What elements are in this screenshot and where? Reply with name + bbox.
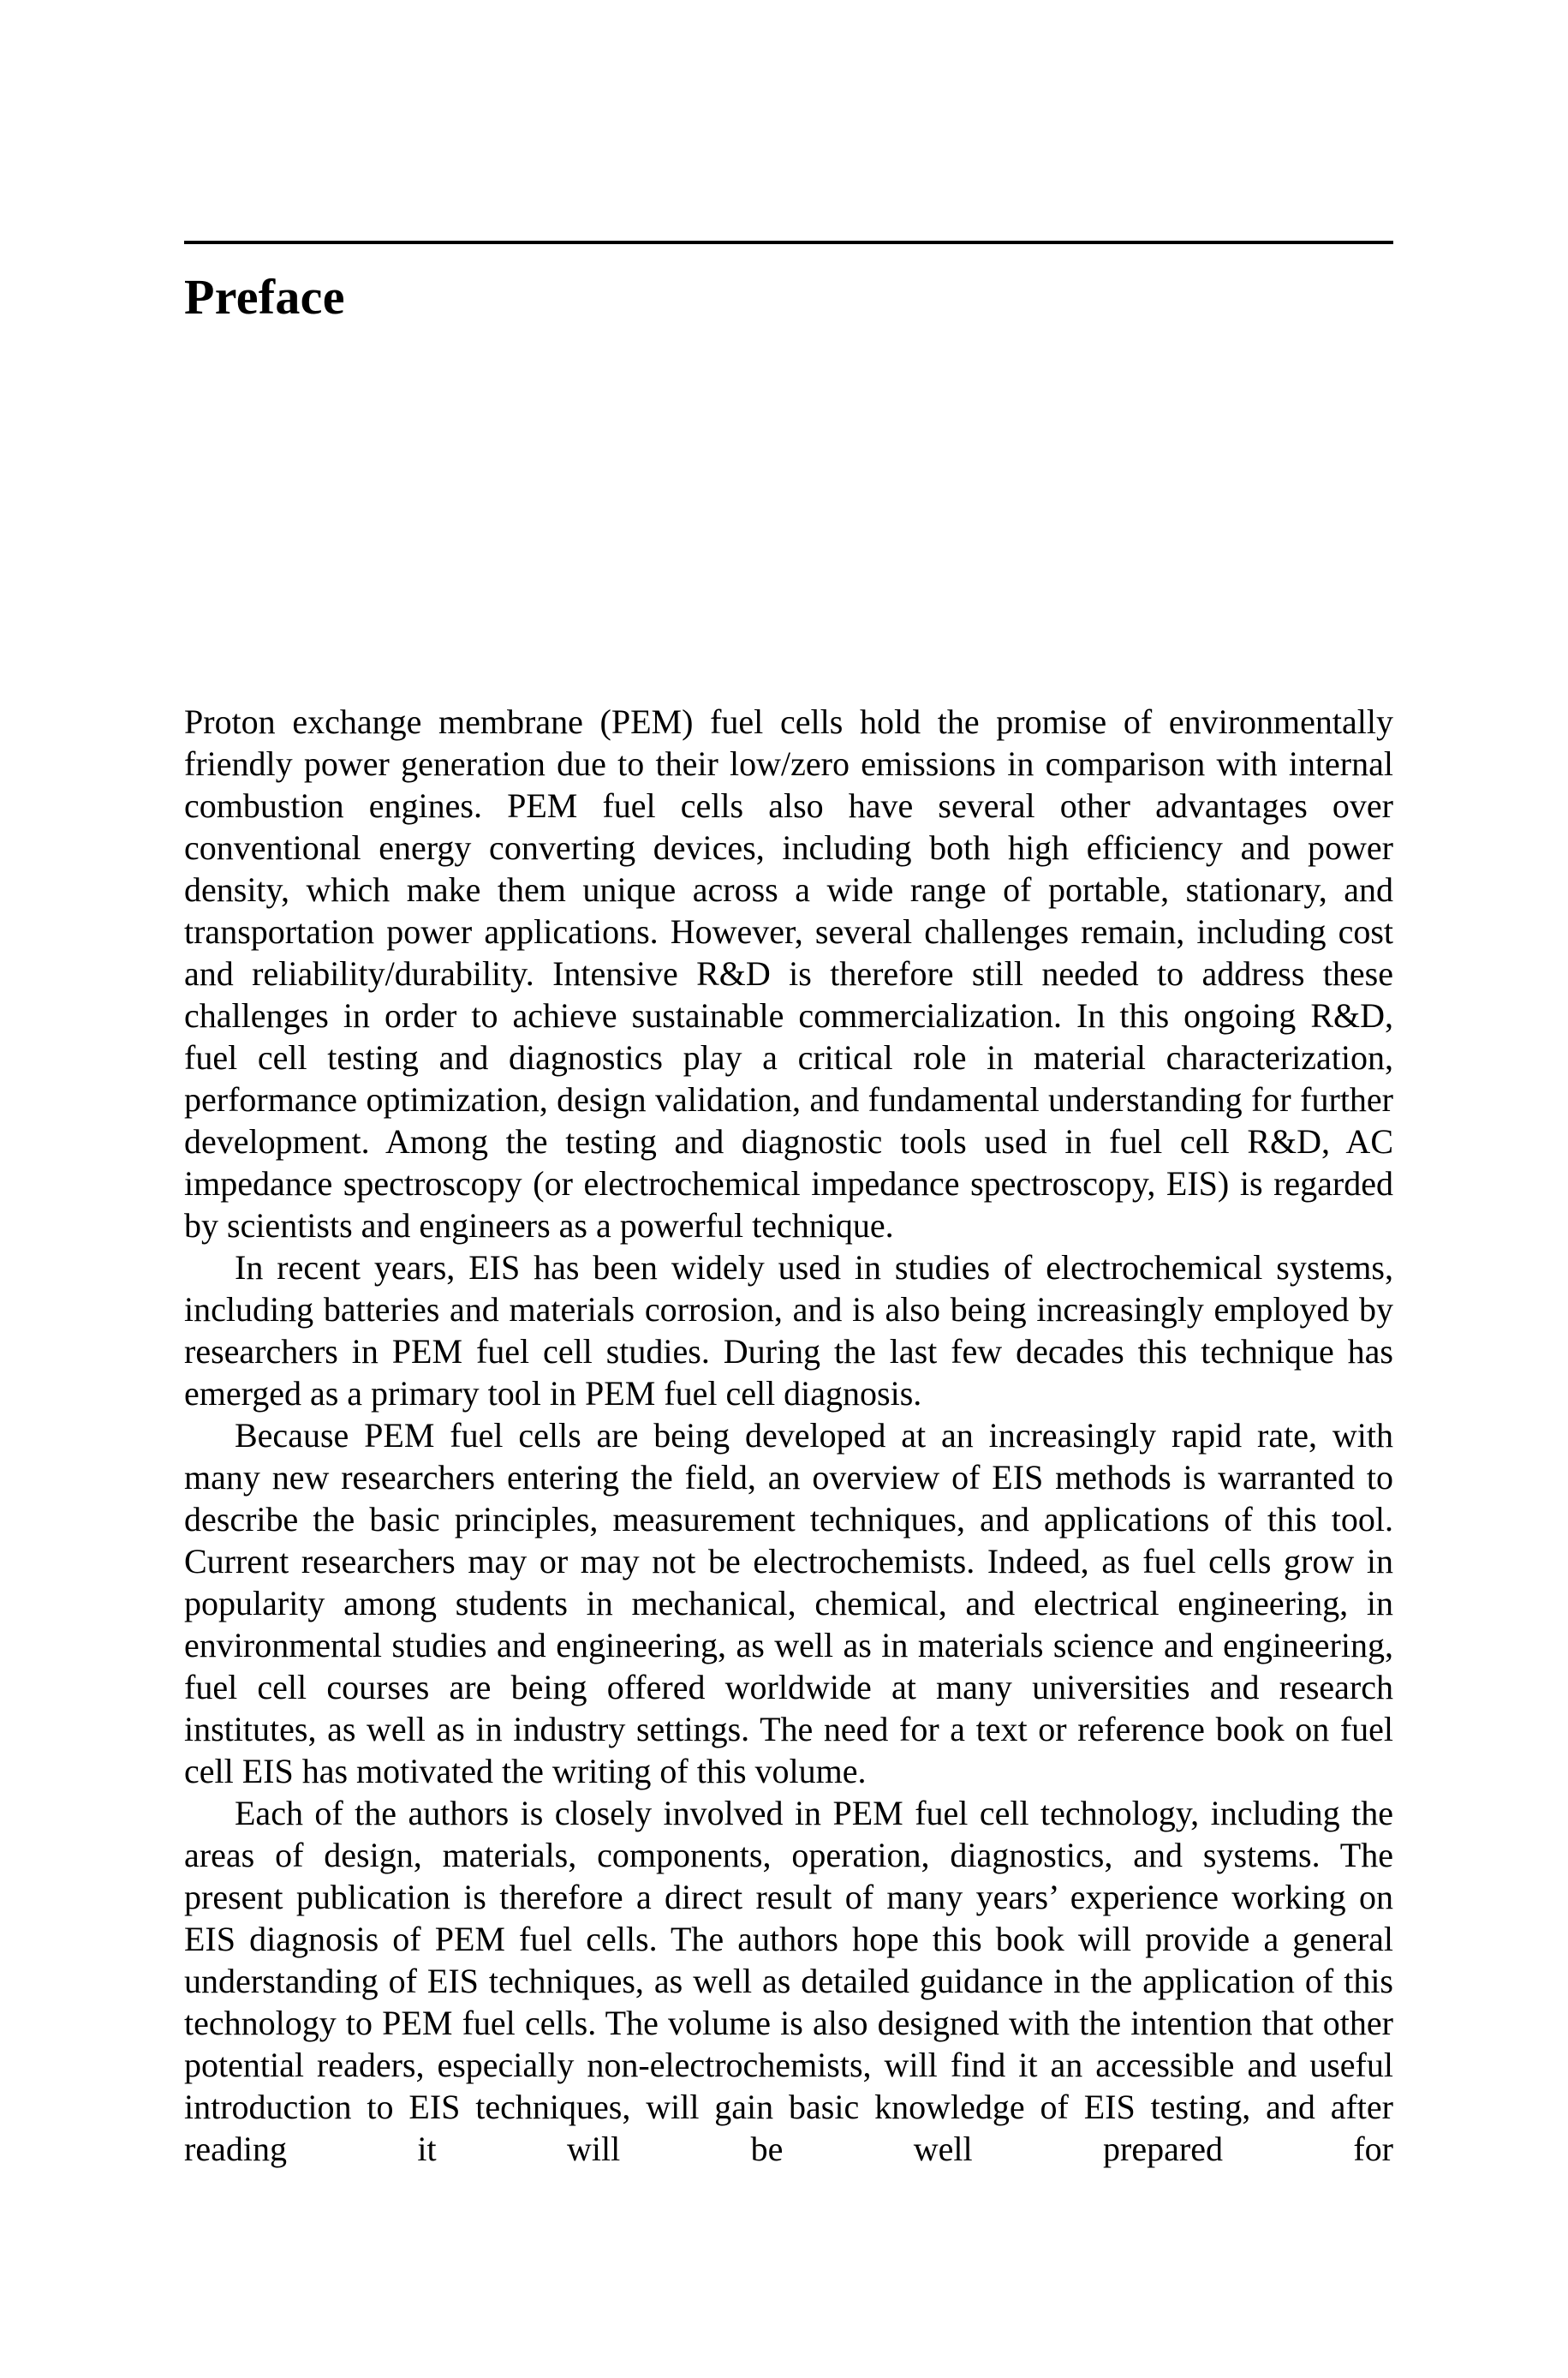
paragraph-3: Because PEM fuel cells are being developed at an increasingly rapid rate, with many new researchers entering the field, an overview of EIS methods is warranted to describe the basic principles, measurement techniques, and applications of this tool. Current researchers may or may not be electrochemists. Indeed, as fuel cells grow in popularity among students in mechanical, chemical, and electrical engineering, in environmental studies and engineering, as well as in materials science and engineering, fuel cell courses are being offered worldwide at many universities and research institutes, as well as in industry settings. The need for a text or reference book on fuel cell EIS has motivated the writing of this volume. [184, 1416, 1393, 1790]
paragraph-1: Proton exchange membrane (PEM) fuel cells hold the promise of environmentally friendly power generation due to their low/zero emissions in comparison with internal combustion engines. PEM fuel cells also have several other advantages over conventional energy converting devices, including both high efficiency and power density, which make them unique across a wide range of portable, stationary, and transportation power applications. However, several challenges remain, including cost and reliability/durability. Intensive R&D is therefore still needed to address these challenges in order to achieve sustainable commercialization. In this ongoing R&D, fuel cell testing and diagnostics play a critical role in material characterization, performance optimization, design validation, and fundamental understanding for further development. Among the testing and diagnostic tools used in fuel cell R&D, AC impedance spectroscopy (or electrochemical impedance spectroscopy, EIS) is regarded by scientists and engineers as a powerful technique. [184, 702, 1393, 1245]
paragraph-4: Each of the authors is closely involved in PEM fuel cell technology, including the areas of design, materials, components, operation, diagnostics, and systems. The present publication is therefore a direct result of many years’ experience working on EIS diagnosis of PEM fuel cells. The authors hope this book will provide a general understanding of EIS techniques, as well as detailed guidance in the application of this technology to PEM fuel cells. The volume is also designed with the intention that other potential readers, especially non-electrochemists, will find it an accessible and useful introduction to EIS techniques, will gain basic knowledge of EIS testing, and after reading it will be well prepared for [184, 1794, 1393, 2168]
paragraph-2: In recent years, EIS has been widely used in studies of electrochemical systems, including batteries and materials corrosion, and is also being increasingly employed by researchers in PEM fuel cell studies. During the last few decades this technique has emerged as a primary tool in PEM fuel cell diagnosis. [184, 1248, 1393, 1413]
body-text [184, 701, 1393, 2170]
title-rule [184, 241, 1393, 244]
chapter-title: Preface [184, 269, 345, 325]
